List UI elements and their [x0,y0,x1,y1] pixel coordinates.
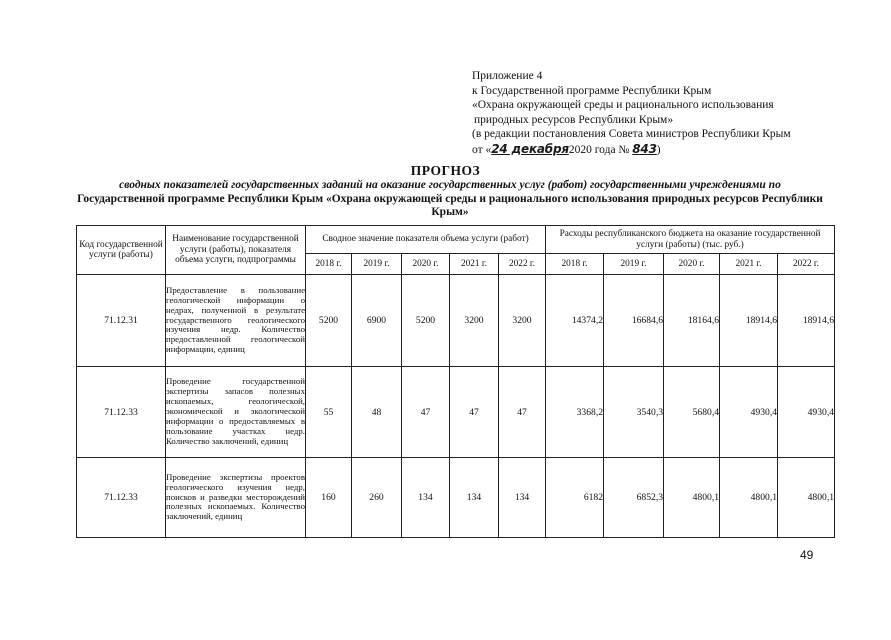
appendix-date-line [472,142,872,158]
year-header: 2018 г. [306,254,352,275]
budget-cell: 4800,1 [778,458,835,538]
appendix-line: природных ресурсов Республики Крым» [474,113,674,126]
volume-cell: 47 [499,367,546,458]
appendix-line: к Государственной программе Республики Крым [472,84,712,97]
budget-cell: 18914,6 [720,275,778,367]
subtitle-italic: сводных показателей государственных заданий на оказание государственных услуг (работ) государственными учреждениями по [119,179,781,191]
service-code: 71.12.33 [77,367,166,458]
volume-cell: 260 [352,458,402,538]
forecast-table [76,225,835,538]
budget-cell: 18914,6 [778,275,835,367]
table-row [77,458,835,538]
year-header: 2021 г. [720,254,778,275]
budget-cell: 14374,2 [546,275,604,367]
service-name: Проведение государственной экспертизы запасов полезных ископаемых, геологической, экономической и экологической информации о предоставляемых в пользование участках недр. Количество заключений, единиц [166,367,306,458]
year-header: 2022 г. [778,254,835,275]
year-header: 2018 г. [546,254,604,275]
volume-cell: 3200 [450,275,499,367]
year-header: 2020 г. [402,254,450,275]
handwritten-number: 843 [632,141,657,156]
year-header: 2019 г. [604,254,664,275]
budget-cell: 18164,6 [664,275,720,367]
budget-cell: 3540,3 [604,367,664,458]
volume-cell: 5200 [402,275,450,367]
volume-cell: 5200 [306,275,352,367]
service-name: Проведение экспертизы проектов геологического изучения недр, поисков и разведки месторождений полезных ископаемых. Количество заключений, единиц [166,458,306,538]
year-header: 2019 г. [352,254,402,275]
volume-cell: 160 [306,458,352,538]
page-number: 49 [800,548,814,562]
appendix-line: Приложение 4 [472,70,543,82]
year-header: 2022 г. [499,254,546,275]
budget-cell: 5680,4 [664,367,720,458]
handwritten-date: 24 декабря [491,141,569,156]
budget-cell: 4930,4 [720,367,778,458]
budget-cell: 3368,2 [546,367,604,458]
appendix-line: (в редакции постановления Совета министров Республики Крым [472,128,791,141]
budget-cell: 4800,1 [664,458,720,538]
document-title: ПРОГНОЗ [410,163,481,178]
budget-cell: 4800,1 [720,458,778,538]
subtitle-bold: Государственной программе Республики Крым «Охрана окружающей среды и рационального использования природных ресурсов Республики Крым» [77,192,823,219]
date-suffix: 2020 года № [568,143,630,156]
service-code: 71.12.33 [77,458,166,538]
document-subtitle [70,179,830,220]
budget-cell: 4930,4 [778,367,835,458]
header-volume: Сводное значение показателя объема услуги (работ) [306,226,546,254]
date-prefix: от « [472,143,492,156]
year-header: 2020 г. [664,254,720,275]
volume-cell: 55 [306,367,352,458]
year-header: 2021 г. [450,254,499,275]
service-code: 71.12.31 [77,275,166,367]
volume-cell: 6900 [352,275,402,367]
volume-cell: 48 [352,367,402,458]
volume-cell: 134 [450,458,499,538]
appendix-block [472,69,872,158]
header-budget: Расходы республиканского бюджета на оказание государственной услуги (работы) (тыс. руб.) [546,226,835,254]
budget-cell: 16684,6 [604,275,664,367]
budget-cell: 6182 [546,458,604,538]
volume-cell: 47 [450,367,499,458]
table-row [77,367,835,458]
header-code: Код государственной услуги (работы) [77,226,166,275]
header-name: Наименование государственной услуги (работы), показателя объема услуги, подпрограммы [166,226,306,275]
appendix-line: «Охрана окружающей среды и рационального использования [472,99,774,112]
table-row [77,275,835,367]
volume-cell: 134 [499,458,546,538]
service-name: Предоставление в пользование геологической информации о недрах, полученной в результате государственного геологического изучения недр. Количество предоставленной геологической информации, единиц [166,275,306,367]
budget-cell: 6852,3 [604,458,664,538]
date-close: ) [656,143,661,156]
volume-cell: 47 [402,367,450,458]
volume-cell: 3200 [499,275,546,367]
volume-cell: 134 [402,458,450,538]
